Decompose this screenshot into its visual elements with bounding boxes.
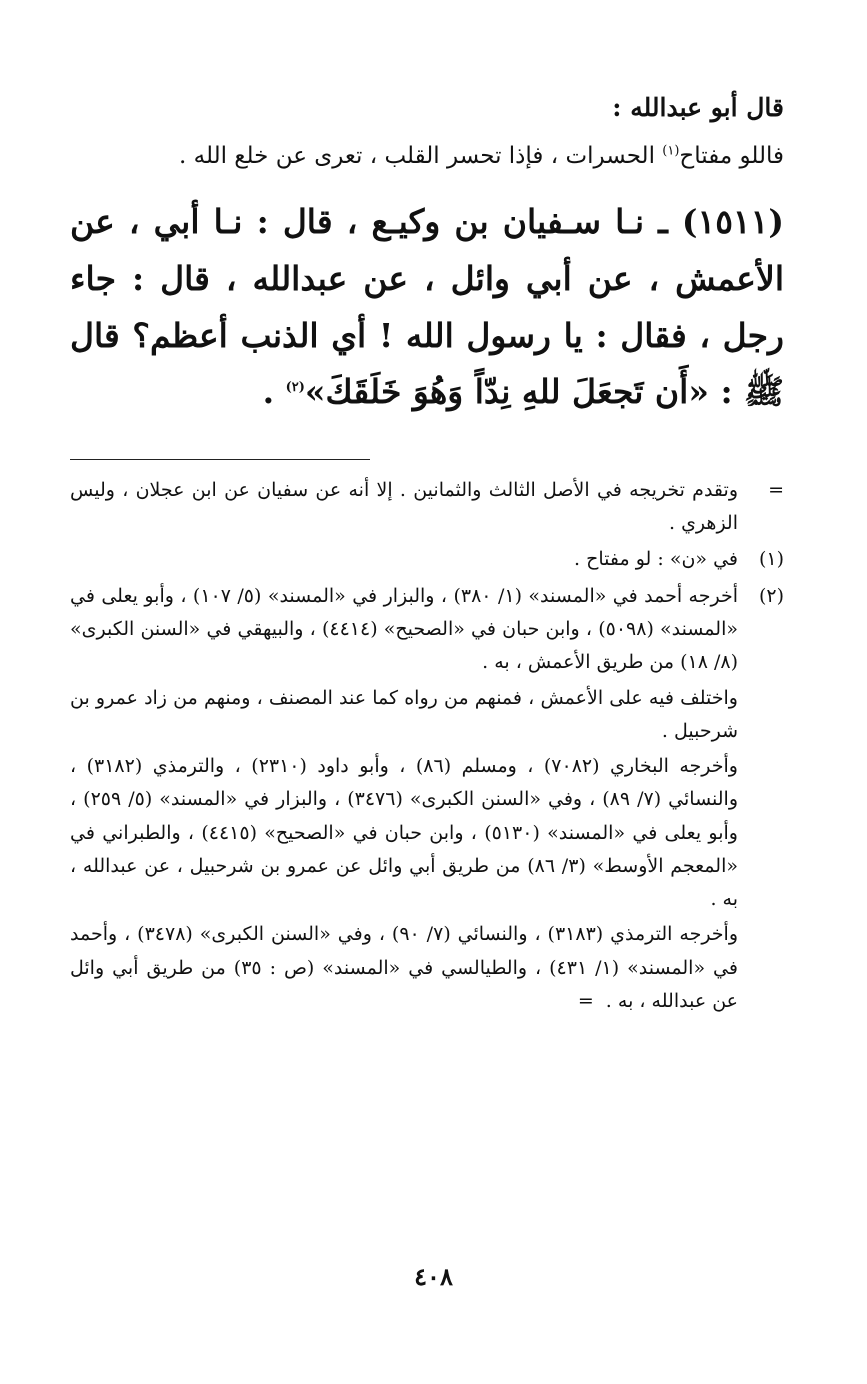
page-body [70, 80, 784, 1360]
footnote-ref-2: (٢) [285, 380, 305, 396]
footnotes [70, 474, 784, 1020]
hadith-end: . [262, 372, 286, 412]
footnote-2-marker: (٢) [758, 584, 784, 607]
footnote-1 [70, 543, 784, 578]
footnote-2-paragraph-4 [70, 918, 738, 1018]
footnote-2-body [70, 580, 738, 1020]
verse-text-start: فاللو مفتاح [679, 143, 784, 169]
footnote-continuation [70, 474, 784, 541]
hadith-body: (١٥١١) ـ نـا سـفيان بن وكيـع ، قال : نـا أبي ، عن الأعمش ، عن أبي وائل ، عن عبدالله ، قال : جاء رجل ، فقال : يا رسول الله ! أي الذنب أعظم؟ قال ﷺ : «أَن تَجعَلَ للهِ نِدّاً وَهُوَ خَلَقَكَ» [70, 202, 784, 412]
verse-line [70, 137, 784, 176]
continuation-marker: = [768, 479, 784, 502]
footnote-2-paragraph-1: أخرجه أحمد في «المسند» (١/ ٣٨٠) ، والبزار في «المسند» (٥/ ١٠٧) ، وأبو يعلى في «المسند» (٥٠٩٨) ، وابن حبان في «الصحيح» (٤٤١٤) ، والبيهقي في «السنن الكبرى» (٨/ ١٨) من طريق الأعمش ، به . [70, 584, 738, 674]
page-number: ٤٠٨ [414, 1262, 453, 1291]
footnote-ref-1: (١) [662, 143, 680, 159]
hadith-text [70, 194, 784, 421]
verse-text-end: الحسرات ، فإذا تحسر القلب ، تعرى عن خلع الله . [179, 143, 663, 169]
continues-marker: = [577, 989, 594, 1012]
continuation-text: وتقدم تخريجه في الأصل الثالث والثمانين . إلا أنه عن سفيان عن ابن عجلان ، وليس الزهري . [70, 479, 738, 535]
footnote-2 [70, 580, 784, 1020]
footnote-2-paragraph-3: وأخرجه البخاري (٧٠٨٢) ، ومسلم (٨٦) ، وأبو داود (٢٣١٠) ، والترمذي (٣١٨٢) ، والنسائي (٧/ ٨٩) ، وفي «السنن الكبرى» (٣٤٧٦) ، والبزار في «المسند» (٥/ ٢٥٩) ، وأبو يعلى في «المسند» (٥١٣٠) ، وابن حبان في «الصحيح» (٤٤١٥) ، والطبراني في «المعجم الأوسط» (٣/ ٨٦) من طريق أبي وائل عن عمرو بن شرحبيل ، عن عبدالله ، به . [70, 755, 738, 911]
footnote-1-body [70, 543, 738, 578]
footnote-1-paragraph: في «ن» : لو مفتاح . [574, 547, 738, 570]
footnote-divider [70, 459, 370, 460]
footnote-1-marker: (١) [758, 547, 784, 570]
footnote-2-paragraph-2: واختلف فيه على الأعمش ، فمنهم من رواه كما عند المصنف ، ومنهم من زاد عمرو بن شرحبيل . [70, 686, 738, 742]
footnote-2-paragraph-4-text: وأخرجه الترمذي (٣١٨٣) ، والنسائي (٧/ ٩٠) ، وفي «السنن الكبرى» (٣٤٧٨) ، وأحمد في «المسند» (١/ ٤٣١) ، والطيالسي في «المسند» (ص : ٣٥) من طريق أبي وائل عن عبدالله ، به . [70, 923, 739, 1012]
section-heading: قال أبو عبدالله : [612, 93, 784, 122]
